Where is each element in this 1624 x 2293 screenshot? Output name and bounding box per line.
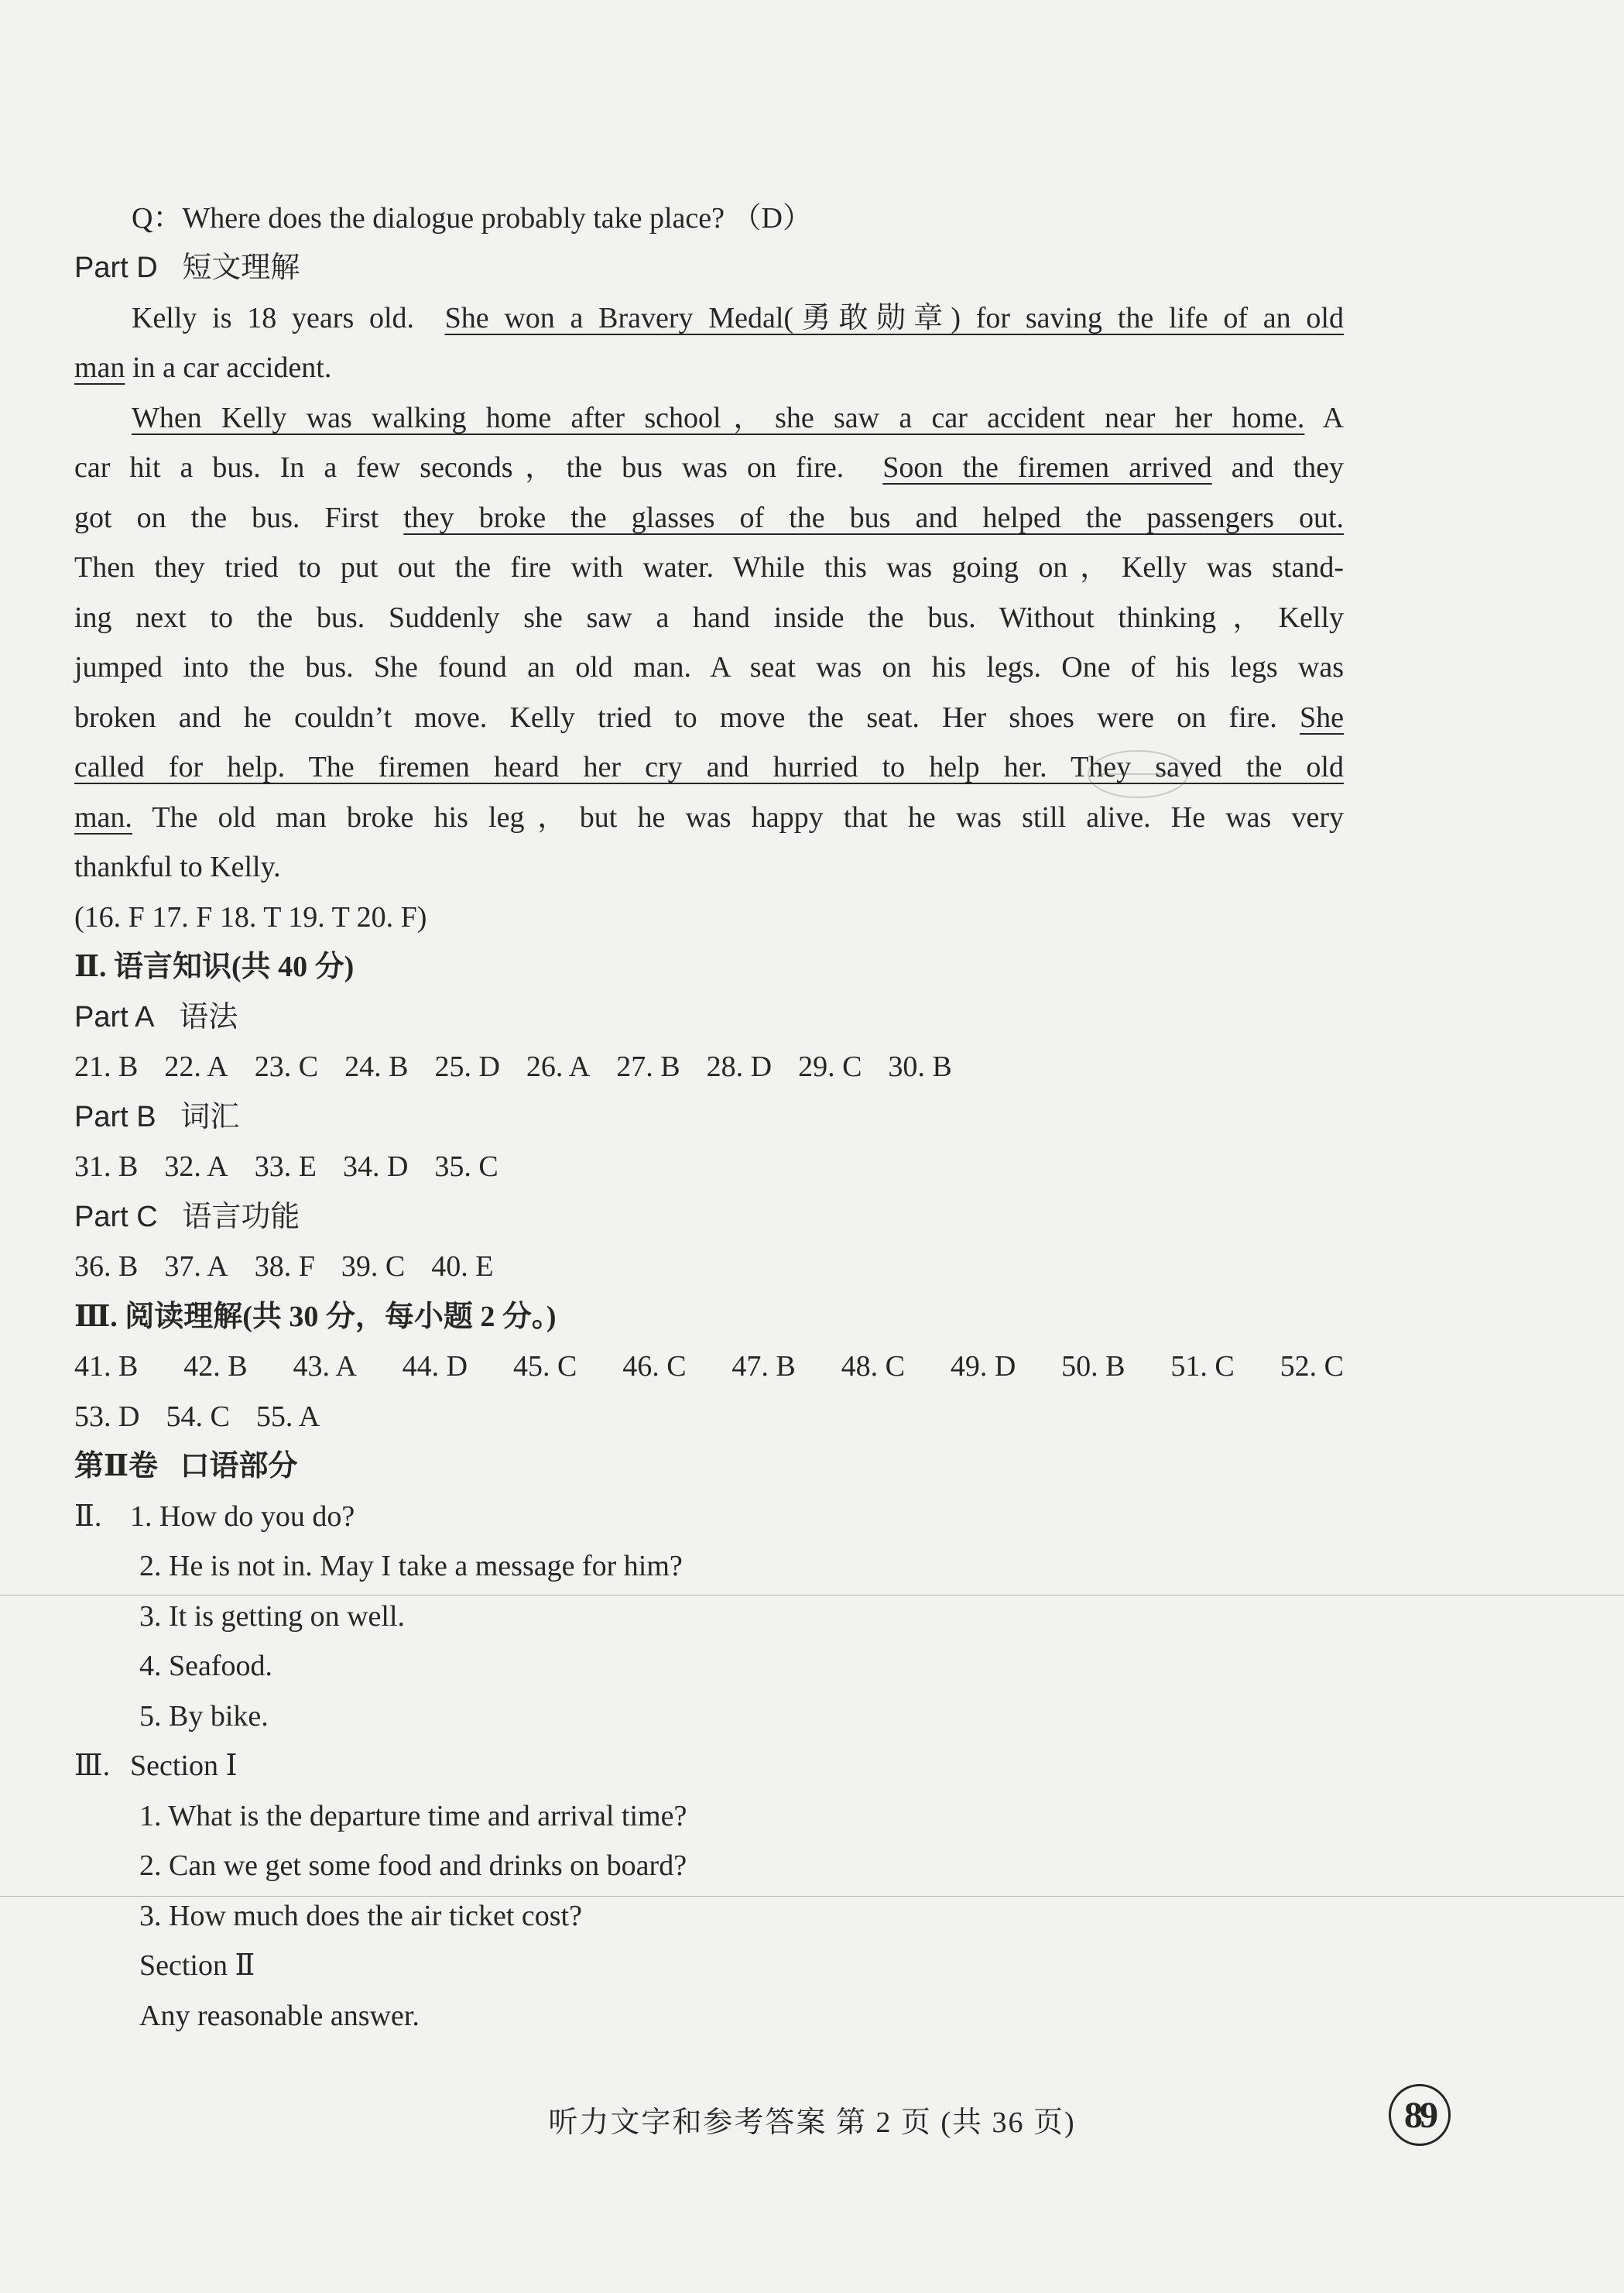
- answer-row: 53. D 54. C 55. A: [74, 1400, 320, 1433]
- part-a-heading: Part A 语法: [74, 1001, 238, 1033]
- passage-line: broken and he couldn’t move. Kelly tried to move the seat. Her shoes were on fire. She: [74, 701, 1345, 734]
- passage-line: called for help. The firemen heard her cry and hurried to help her. They saved the old: [74, 751, 1344, 783]
- part-d-answers: (16. F 17. F 18. T 19. T 20. F): [74, 901, 427, 934]
- answer-row: 21. B 22. A 23. C 24. B 25. D 26. A 27. B 28. D 29. C 30. B: [74, 1051, 952, 1083]
- answer-row: 36. B 37. A 38. F 39. C 40. E: [74, 1250, 494, 1283]
- passage-line: thankful to Kelly.: [74, 851, 281, 883]
- volume-heading: 第Ⅱ卷 口语部分: [74, 1450, 298, 1482]
- oral-section-heading: Ⅲ. Section Ⅰ: [74, 1750, 238, 1782]
- oral-item: 3. How much does the air ticket cost?: [139, 1900, 582, 1932]
- oral-item: Any reasonable answer.: [139, 2000, 420, 2032]
- passage-line: got on the bus. First they broke the glasses of the bus and helped the passengers out.: [74, 502, 1344, 534]
- passage-line: When Kelly was walking home after school，she saw a car accident near her home. A: [132, 402, 1344, 434]
- question-line: Q：Where does the dialogue probably take place? （D）: [132, 202, 812, 235]
- part-d-heading: [74, 248, 1344, 288]
- passage-line: car hit a bus. In a few seconds，the bus was on fire. Soon the firemen arrived and they: [74, 451, 1345, 484]
- oral-section-heading: Section Ⅱ: [139, 1949, 255, 1982]
- passage-line: jumped into the bus. She found an old man. A seat was on his legs. One of his legs was: [74, 651, 1344, 684]
- part-c-heading: Part C 语言功能: [74, 1201, 300, 1233]
- oral-item: 1. What is the departure time and arrival time?: [139, 1800, 687, 1832]
- oral-item: Ⅱ. 1. How do you do?: [74, 1500, 355, 1533]
- page-number-badge: 89: [1389, 2084, 1451, 2146]
- oral-item: 2. Can we get some food and drinks on board?: [139, 1849, 687, 1882]
- part-title: 短文理解: [182, 252, 300, 284]
- section-heading: Ⅲ. 阅读理解(共 30 分，每小题 2 分。): [74, 1301, 557, 1333]
- oral-item: 4. Seafood.: [139, 1650, 273, 1682]
- oral-item: 3. It is getting on well.: [139, 1600, 406, 1633]
- part-label: Part D: [74, 252, 158, 284]
- oral-item: 5. By bike.: [139, 1700, 269, 1733]
- passage-line: Kelly is 18 years old. She won a Bravery Medal(勇敢勋章) for saving the life of an old: [132, 302, 1344, 334]
- page-footer: 听力文字和参考答案 第 2 页 (共 36 页): [548, 2106, 1076, 2139]
- passage-line: Then they tried to put out the fire with water. While this was going on，Kelly was stand-: [74, 551, 1344, 584]
- section-heading: Ⅱ. 语言知识(共 40 分): [74, 951, 355, 983]
- oral-item: 2. He is not in. May I take a message for him?: [139, 1550, 683, 1582]
- passage-line: ing next to the bus. Suddenly she saw a hand inside the bus. Without thinking，Kelly: [74, 602, 1344, 634]
- answer-row: 41. B 42. B 43. A 44. D 45. C 46. C 47. B 48. C 49. D 50. B 51. C 52. C: [74, 1350, 1344, 1383]
- answer-row: 31. B 32. A 33. E 34. D 35. C: [74, 1150, 499, 1183]
- scan-line: [0, 1595, 1624, 1596]
- part-b-heading: Part B 词汇: [74, 1101, 240, 1133]
- passage-line: man. The old man broke his leg，but he was happy that he was still alive. He was very: [74, 801, 1344, 834]
- passage-line: man in a car accident.: [74, 351, 332, 384]
- watermark-stamp-icon: [1084, 747, 1192, 801]
